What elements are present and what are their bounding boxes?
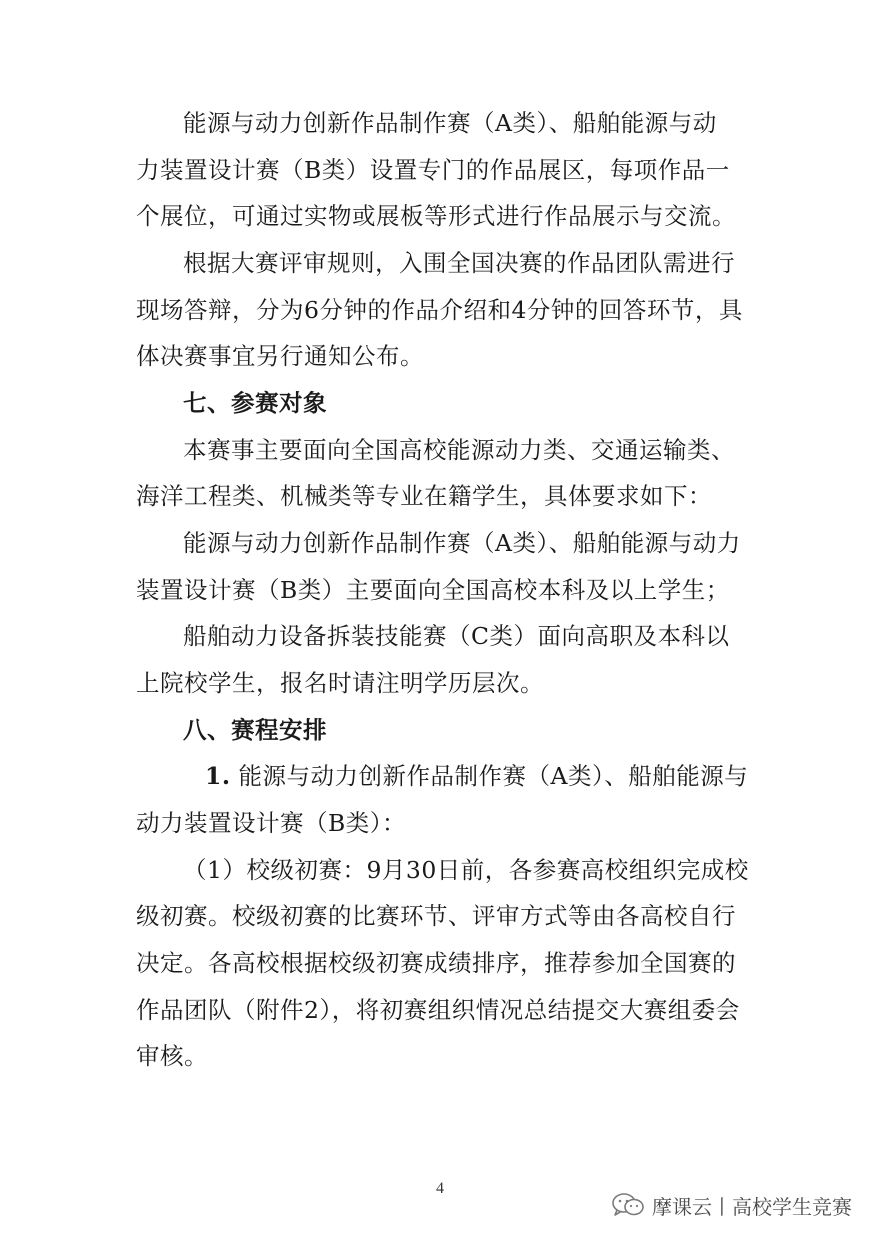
section-8-item-1-line-2: 动力装置设计赛（B类）： [136, 809, 407, 837]
section-8-item-1-line-1 [205, 761, 748, 791]
paragraph-1-line-1: 能源与动力创新作品制作赛（A类）、船舶能源与动 [183, 109, 717, 137]
section-7-intro-line-1: 本赛事主要面向全国高校能源动力类、交通运输类、 [183, 436, 735, 464]
page-number: 4 [436, 1180, 444, 1197]
watermark [610, 1190, 852, 1220]
section-8-title: 八、赛程安排 [183, 716, 327, 744]
section-7-intro-line-2: 海洋工程类、机械类等专业在籍学生，具体要求如下： [136, 482, 712, 510]
wechat-icon [610, 1192, 646, 1218]
paragraph-1-line-3: 个展位，可通过实物或展板等形式进行作品展示与交流。 [136, 202, 736, 230]
paragraph-2-line-2: 现场答辩，分为6分钟的作品介绍和4分钟的回答环节，具 [136, 296, 743, 324]
section-7-ab-line-2: 装置设计赛（B类）主要面向全国高校本科及以上学生； [136, 576, 730, 604]
watermark-text: 摩课云丨高校学生竞赛 [652, 1194, 852, 1219]
paragraph-2-line-1: 根据大赛评审规则，入围全国决赛的作品团队需进行 [183, 249, 735, 277]
section-7-ab-line-1: 能源与动力创新作品制作赛（A类）、船舶能源与动力 [183, 529, 741, 557]
section-8-item-1-1-line-3: 决定。各高校根据校级初赛成绩排序，推荐参加全国赛的 [136, 949, 736, 977]
section-8-item-1-1-line-2: 级初赛。校级初赛的比赛环节、评审方式等由各高校自行 [136, 902, 736, 930]
section-8-item-1-1-line-5: 审核。 [136, 1042, 208, 1070]
section-7-c-line-2: 上院校学生，报名时请注明学历层次。 [136, 669, 544, 697]
section-8-item-1-1-line-1: （1）校级初赛：9月30日前，各参赛高校组织完成校 [183, 856, 749, 884]
section-7-title: 七、参赛对象 [183, 389, 327, 417]
section-8-item-1-number: 1. [205, 762, 231, 790]
paragraph-1-line-2: 力装置设计赛（B类）设置专门的作品展区，每项作品一 [136, 156, 730, 184]
section-7-c-line-1: 船舶动力设备拆装技能赛（C类）面向高职及本科以 [183, 622, 730, 650]
section-8-item-1-text: 能源与动力创新作品制作赛（A类）、船舶能源与 [230, 762, 749, 790]
paragraph-2-line-3: 体决赛事宜另行通知公布。 [136, 342, 424, 370]
section-8-item-1-1-line-4: 作品团队（附件2），将初赛组织情况总结提交大赛组委会 [136, 996, 740, 1024]
